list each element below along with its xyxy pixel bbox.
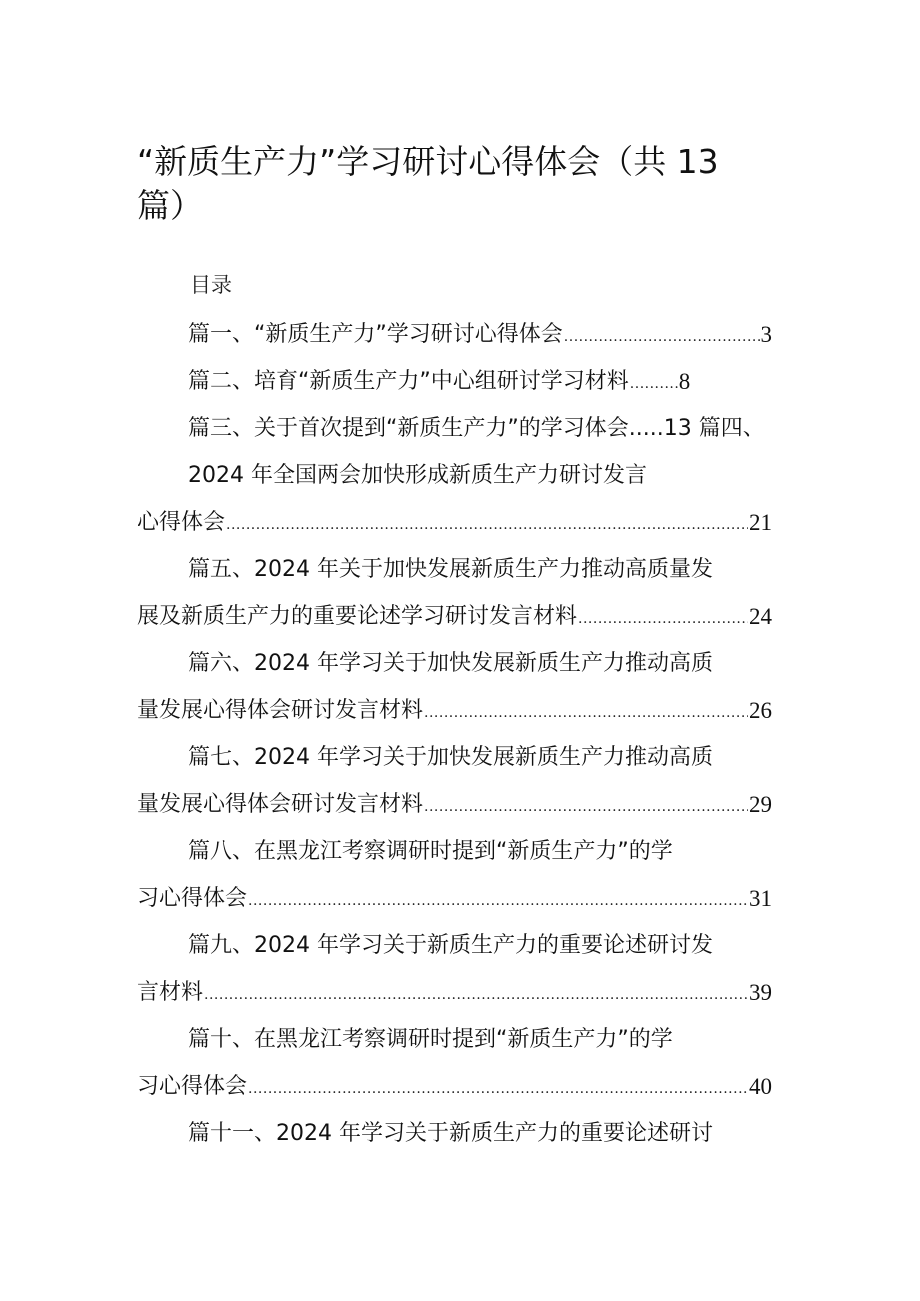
toc-entry-text: 展及新质生产力的重要论述学习研讨发言材料: [137, 604, 578, 629]
toc-page-number: 29: [749, 792, 772, 817]
title-line-2: 篇）: [137, 186, 203, 225]
toc-entry-text: 习心得体会: [137, 886, 248, 911]
toc-entry-text: 篇一、“新质生产力”学习研讨心得体会: [188, 322, 563, 347]
toc-entry-text: 量发展心得体会研讨发言材料: [137, 792, 424, 817]
toc-page-number: 26: [749, 698, 772, 723]
toc-entry[interactable]: [137, 976, 772, 1023]
toc-entry[interactable]: [137, 459, 772, 506]
toc-heading: 目录: [190, 273, 232, 297]
toc-page-number: 40: [749, 1074, 772, 1099]
toc-entry[interactable]: [137, 506, 772, 553]
toc-entry[interactable]: [137, 882, 772, 929]
title-line-1: “新质生产力”学习研讨心得体会（共 13: [137, 142, 719, 181]
toc-page-number: 24: [749, 604, 772, 629]
table-of-contents: [137, 318, 772, 1164]
toc-entry[interactable]: [137, 835, 772, 882]
toc-dot-leader: [226, 506, 748, 540]
toc-entry[interactable]: [137, 788, 772, 835]
document-title: [137, 140, 777, 228]
toc-dot-leader: [424, 694, 748, 728]
toc-dot-leader: [248, 1070, 748, 1104]
toc-page-number: 31: [749, 886, 772, 911]
toc-entry-text: 篇五、2024 年关于加快发展新质生产力推动高质量发: [188, 557, 713, 582]
toc-dot-leader: [248, 882, 748, 916]
toc-entry[interactable]: [137, 647, 772, 694]
toc-entry[interactable]: [137, 365, 772, 412]
toc-entry-text: 心得体会: [137, 510, 226, 535]
toc-entry[interactable]: [137, 741, 772, 788]
toc-dot-leader: [204, 976, 748, 1010]
toc-entry-text: 篇八、在黑龙江考察调研时提到“新质生产力”的学: [188, 839, 673, 864]
toc-entry-text: 篇二、培育“新质生产力”中心组研讨学习材料: [188, 369, 629, 394]
toc-dot-leader: [564, 318, 760, 352]
toc-entry[interactable]: [137, 1070, 772, 1117]
toc-entry-text: 言材料: [137, 980, 204, 1005]
toc-page-number: 8: [678, 369, 691, 394]
toc-page-number: 21: [749, 510, 772, 535]
toc-entry-text: 篇十一、2024 年学习关于新质生产力的重要论述研讨: [188, 1121, 713, 1146]
toc-page-number: 3: [760, 322, 772, 347]
toc-entry-text: 篇三、关于首次提到“新质生产力”的学习体会.....13 篇四、: [188, 416, 765, 441]
toc-entry-text: 篇九、2024 年学习关于新质生产力的重要论述研讨发: [188, 933, 713, 958]
toc-entry[interactable]: [137, 600, 772, 647]
toc-page-number: 39: [749, 980, 772, 1005]
toc-entry-text: 2024 年全国两会加快形成新质生产力研讨发言: [188, 463, 647, 488]
toc-entry-text: 习心得体会: [137, 1074, 248, 1099]
toc-dot-leader: [578, 600, 748, 634]
toc-entry-text: 篇十、在黑龙江考察调研时提到“新质生产力”的学: [188, 1027, 673, 1052]
toc-entry-text: 篇七、2024 年学习关于加快发展新质生产力推动高质: [188, 745, 713, 770]
toc-entry[interactable]: [137, 318, 772, 365]
toc-entry-text: 量发展心得体会研讨发言材料: [137, 698, 424, 723]
toc-entry[interactable]: [137, 1117, 772, 1164]
toc-entry[interactable]: [137, 553, 772, 600]
toc-entry[interactable]: [137, 412, 772, 459]
toc-dot-leader: [424, 788, 748, 822]
toc-entry[interactable]: [137, 929, 772, 976]
toc-dot-leader: [630, 365, 678, 399]
toc-entry[interactable]: [137, 694, 772, 741]
toc-entry[interactable]: [137, 1023, 772, 1070]
toc-entry-text: 篇六、2024 年学习关于加快发展新质生产力推动高质: [188, 651, 713, 676]
